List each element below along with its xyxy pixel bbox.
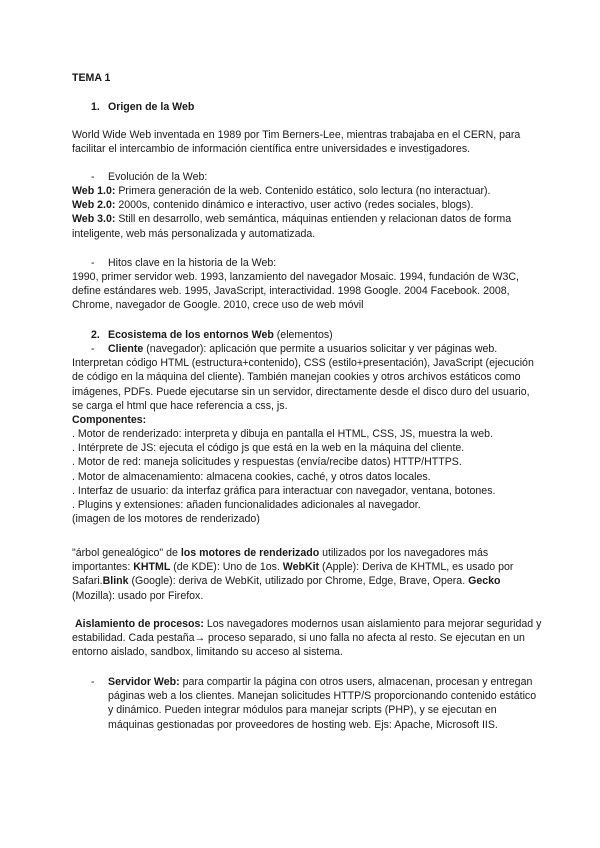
engines-bold: los motores de renderizado xyxy=(180,547,320,559)
evolution-term: Web 1.0: xyxy=(72,185,116,197)
engines-text: "árbol genealógico" de xyxy=(72,547,181,559)
evolution-item xyxy=(72,212,542,240)
page-title: TEMA 1 xyxy=(72,72,111,84)
client-paragraph xyxy=(72,342,542,413)
section-2-number: 2. xyxy=(91,329,100,341)
section-1-heading: Origen de la Web xyxy=(108,101,195,113)
evolution-text: Still en desarrollo, web semántica, máquinas entienden y relacionan datos de forma inteligente, web más personalizada y automatizada. xyxy=(72,213,512,240)
evolution-text: Primera generación de la web. Contenido estático, solo lectura (no interactuar). xyxy=(115,185,491,197)
evolution-item xyxy=(72,184,542,198)
client-text: (navegador): aplicación que permite a usuarios solicitar y ver páginas web. Interpretan código HTML (estructura+contenido), CSS (estilo+presentación), JavaScript (ejecución de código en la máquina del cliente). También manejan cookies y otros archivos estáticos como imágenes, PDFs. Puede ejecutarse sin un servidor, directamente desde el disco duro del usuario, se carga el html que hace referencia a css, js. xyxy=(72,343,534,412)
bullet-dash: - xyxy=(91,257,95,269)
evolution-list xyxy=(72,184,542,241)
engines-text: (de KDE): Uno de 1os. xyxy=(170,561,283,574)
component-item: . Plugins y extensiones: añaden funcionalidades adicionales al navegador. xyxy=(72,499,421,512)
section-2-heading-line xyxy=(108,328,333,342)
component-item: . Motor de renderizado: interpreta y dibuja en pantalla el HTML, CSS, JS, muestra la web. xyxy=(72,428,494,440)
evolution-item xyxy=(72,198,542,212)
evolution-term: Web 3.0: xyxy=(72,213,116,226)
engines-text: (Apple): Deriva de KHTML, es usado por Safari. xyxy=(72,561,514,588)
bullet-dash: - xyxy=(91,171,95,183)
isolation-text: Los navegadores modernos usan aislamiento para mejorar seguridad y estabilidad. Cada pestaña→ proceso separado, si uno falla no afecta al resto. Se ejecutan en un entorno aislado, sandbox, limitando su acceso al sistema. xyxy=(72,618,542,659)
intro-paragraph: World Wide Web inventada en 1989 por Tim Berners-Lee, mientras trabajaba en el CERN, para facilitar el intercambio de información científica entre universidades e investigadores. xyxy=(72,129,521,156)
engine-webkit: WebKit xyxy=(282,561,320,574)
component-item: . Motor de red: maneja solicitudes y respuestas (envía/recibe datos) HTTP/HTTPS. xyxy=(72,456,462,469)
server-paragraph xyxy=(108,675,538,732)
section-2-heading-suffix: (elementos) xyxy=(273,329,333,341)
engine-khtml: KHTML xyxy=(133,561,171,574)
server-text: para compartir la página con otros users, almacenan, procesan y entregan páginas web a los clientes. Manejan solicitudes HTTP/S proporcionando contenido estático y dinámico. Pueden integrar módulos para manejar scripts (PHP), y se ejecutan en máquinas gestionadas por proveedores de hosting web. Ejs: Apache, Microsoft IIS. xyxy=(108,676,537,731)
evolution-text: 2000s, contenido dinámico e interactivo, user activo (redes sociales, blogs). xyxy=(115,199,474,212)
engines-family-paragraph xyxy=(72,546,542,603)
component-item: . Interfaz de usuario: da interfaz gráfica para interactuar con navegador, ventana, botones. xyxy=(72,484,496,497)
client-term: Cliente xyxy=(108,343,144,355)
isolation-paragraph xyxy=(72,617,542,660)
section-1-number: 1. xyxy=(91,101,100,113)
engine-gecko: Gecko xyxy=(468,575,501,588)
isolation-term: Aislamiento de procesos: xyxy=(75,618,204,630)
engines-text: (Mozilla): usado por Firefox. xyxy=(72,589,204,602)
components-label: Componentes: xyxy=(72,414,147,426)
milestones-label: Hitos clave en la historia de la Web: xyxy=(108,257,277,269)
engine-blink: Blink xyxy=(102,575,129,588)
component-item: (imagen de los motores de renderizado) xyxy=(72,513,260,526)
milestones-paragraph: 1990, primer servidor web. 1993, lanzamiento del navegador Mosaic. 1994, fundación de W3C, define estándares web. 1995, JavaScript, interactividad. 1998 Google. 2004 Facebook. 2008, Chrome, navegador de Google. 2010, crece uso de web móvil xyxy=(72,271,519,312)
evolution-label: Evolución de la Web: xyxy=(108,171,208,183)
server-term: Servidor Web: xyxy=(108,676,180,688)
engines-text: (Google): deriva de WebKit, utilizado por Chrome, Edge, Brave, Opera. xyxy=(128,575,469,588)
component-item: . Intérprete de JS: ejecuta el código js que está en la web en la máquina del cliente. xyxy=(72,442,465,455)
evolution-term: Web 2.0: xyxy=(72,199,116,212)
section-2-heading: Ecosistema de los entornos Web xyxy=(108,329,274,341)
bullet-dash: - xyxy=(91,343,95,355)
component-item: . Motor de almacenamiento: almacena cookies, caché, y otros datos locales. xyxy=(72,470,431,483)
bullet-dash: - xyxy=(91,676,95,688)
components-list xyxy=(72,427,542,526)
engines-text: utilizados por los navegadores más importantes: xyxy=(72,547,489,574)
